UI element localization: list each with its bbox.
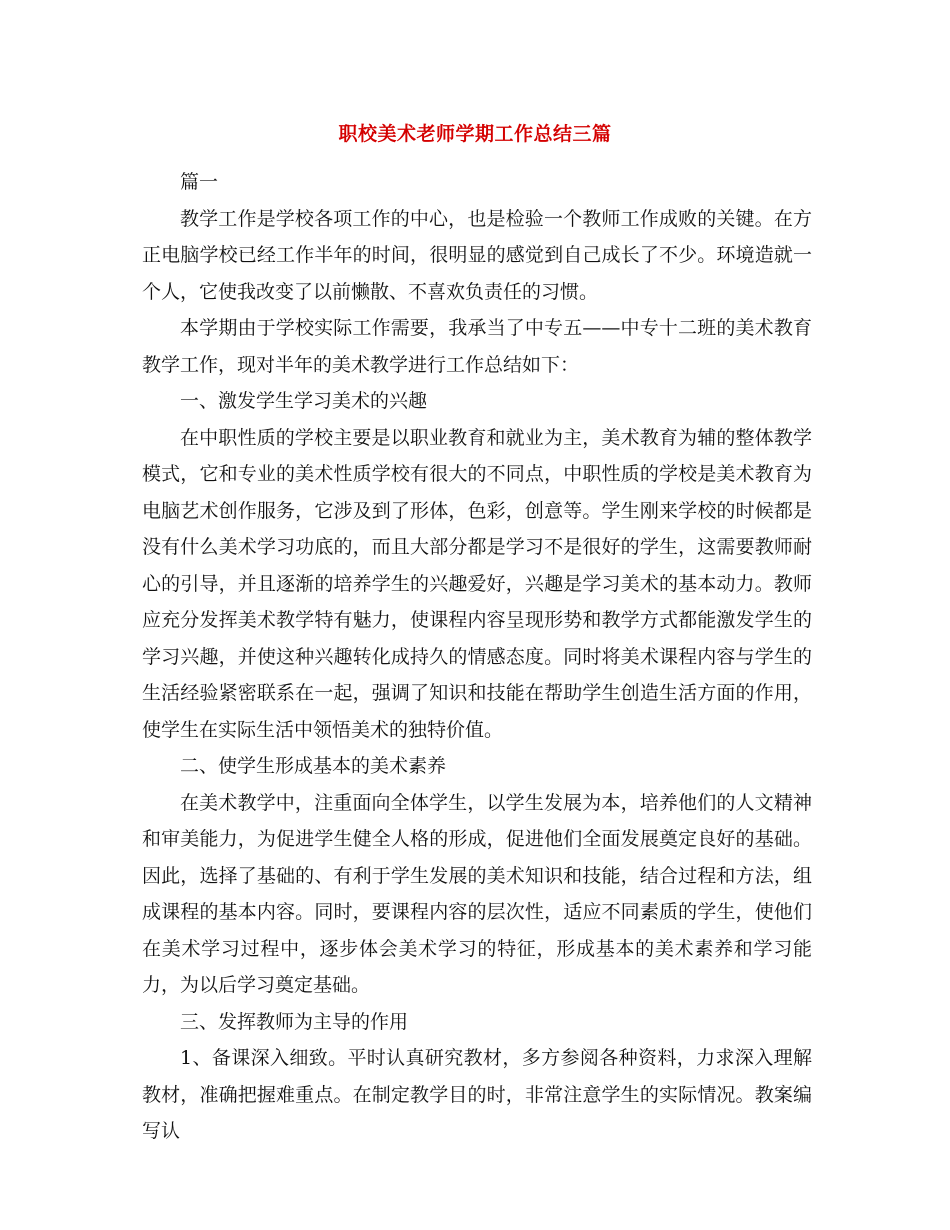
body-paragraph: 在美术教学中，注重面向全体学生，以学生发展为本，培养他们的人文精神和审美能力，为促进学生健全人格的形成，促进他们全面发展奠定良好的基础。因此，选择了基础的、有利于学生发展的美术知识和技能，结合过程和方法，组成课程的基本内容。同时，要课程内容的层次性，适应不同素质的学生，使他们在美术学习过程中，逐步体会美术学习的特征，形成基本的美术素养和学习能力，为以后学习奠定基础。: [142, 791, 812, 996]
document-title: 职校美术老师学期工作总结三篇: [338, 123, 612, 145]
body-paragraph: 本学期由于学校实际工作需要，我承当了中专五——中专十二班的美术教育教学工作，现对半年的美术教学进行工作总结如下：: [142, 317, 812, 376]
section-heading: 三、发挥教师为主导的作用: [180, 1010, 409, 1033]
body-paragraph: 1、备课深入细致。平时认真研究教材，多方参阅各种资料，力求深入理解教材，准确把握难重点。在制定教学目的时，非常注意学生的实际情况。教案编写认: [142, 1047, 812, 1142]
section-heading: 二、使学生形成基本的美术素养: [180, 755, 447, 777]
body-paragraph: 在中职性质的学校主要是以职业教育和就业为主，美术教育为辅的整体教学模式，它和专业的美术性质学校有很大的不同点，中职性质的学校是美术教育为电脑艺术创作服务，它涉及到了形体，色彩，创意等。学生刚来学校的时候都是没有什么美术学习功底的，而且大部分都是学习不是很好的学生，这需要教师耐心的引导，并且逐渐的培养学生的兴趣爱好，兴趣是学习美术的基本动力。教师应充分发挥美术教学特有魅力，使课程内容呈现形势和教学方式都能激发学生的学习兴趣，并使这种兴趣转化成持久的情感态度。同时将美术课程内容与学生的生活经验紧密联系在一起，强调了知识和技能在帮助学生创造生活方面的作用，使学生在实际生活中领悟美术的独特价值。: [142, 426, 812, 741]
document-body: [142, 164, 812, 1150]
body-paragraph: 教学工作是学校各项工作的中心，也是检验一个教师工作成败的关键。在方正电脑学校已经工作半年的时间，很明显的感觉到自己成长了不少。环境造就一个人，它使我改变了以前懒散、不喜欢负责任的习惯。: [142, 207, 812, 303]
section-heading-part-one: 篇一: [180, 171, 219, 193]
section-heading: 一、激发学生学习美术的兴趣: [180, 390, 428, 412]
